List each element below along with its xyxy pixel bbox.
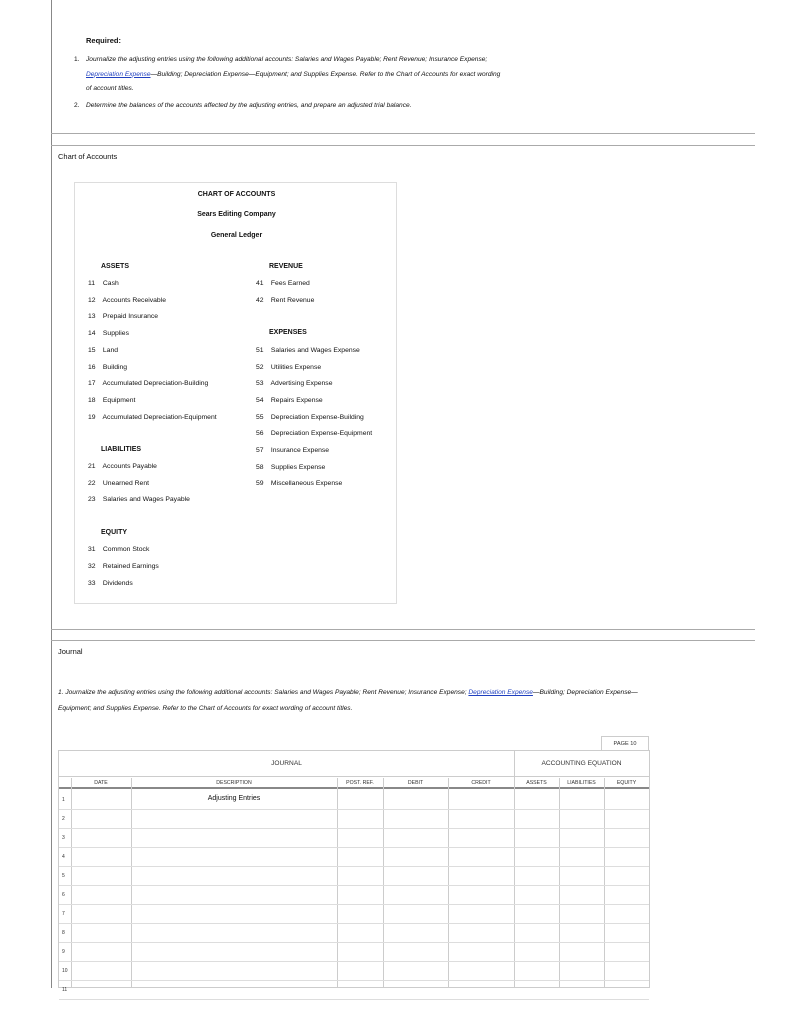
divider [51, 145, 755, 146]
depreciation-expense-link[interactable]: Depreciation Expense [86, 70, 151, 78]
row-number: 10 [62, 968, 68, 974]
account-row: 42 Rent Revenue [256, 297, 315, 304]
row-number: 1 [62, 797, 65, 803]
required-item-2-num: 2. [74, 101, 80, 109]
journal-row[interactable] [59, 867, 649, 886]
account-row: 14 Supplies [88, 330, 129, 337]
journal-instruction-line2: Equipment; and Supplies Expense. Refer to the Chart of Accounts for exact wording of account titles. [58, 705, 353, 712]
account-row: 41 Fees Earned [256, 280, 310, 287]
assets-heading: ASSETS [101, 263, 130, 270]
account-row: 23 Salaries and Wages Payable [88, 496, 190, 503]
required-item-1-line3: of account titles. [86, 85, 134, 92]
liabilities-heading: LIABILITIES [101, 446, 142, 453]
required-item-2-text: Determine the balances of the accounts affected by the adjusting entries, and prepare an adjusted trial balance. [86, 101, 412, 109]
journal-row[interactable] [59, 848, 649, 867]
required-item-1-num: 1. [74, 56, 80, 63]
journal-row[interactable] [59, 962, 649, 981]
account-row: 54 Repairs Expense [256, 397, 323, 404]
required-title: Required: [86, 36, 122, 45]
account-row: 13 Prepaid Insurance [88, 313, 159, 320]
coa-company: Sears Editing Company [197, 211, 276, 218]
journal-row[interactable] [59, 810, 649, 829]
col-liabilities: LIABILITIES [559, 778, 604, 789]
account-row: 58 Supplies Expense [256, 464, 326, 471]
account-row: 56 Depreciation Expense-Equipment [256, 430, 373, 437]
row-number: 5 [62, 873, 65, 879]
row-number: 9 [62, 949, 65, 955]
coa-title: CHART OF ACCOUNTS [197, 191, 276, 198]
account-row: 17 Accumulated Depreciation-Building [88, 380, 209, 387]
account-row: 53 Advertising Expense [256, 380, 333, 387]
col-date: DATE [71, 778, 131, 789]
account-row: 52 Utilities Expense [256, 364, 322, 371]
required-item-1 [74, 53, 766, 97]
equity-heading: EQUITY [101, 529, 128, 536]
required-section [74, 36, 766, 113]
required-item-1-line2 [86, 68, 766, 83]
row-number: 8 [62, 930, 65, 936]
divider [51, 640, 755, 641]
journal-row[interactable] [59, 943, 649, 962]
description-cell[interactable]: Adjusting Entries [207, 795, 261, 802]
journal-row[interactable] [59, 905, 649, 924]
required-item-1-line2-rest: —Building; Depreciation Expense—Equipment; and Supplies Expense. Refer to the Chart of Accounts for exact wording [150, 70, 501, 78]
accounting-equation-title: ACCOUNTING EQUATION [514, 751, 649, 777]
account-row: 16 Building [88, 364, 128, 371]
row-number: 6 [62, 892, 65, 898]
account-row: 22 Unearned Rent [88, 480, 149, 487]
row-number: 11 [62, 987, 68, 993]
col-debit: DEBIT [383, 778, 448, 789]
account-row: 21 Accounts Payable [88, 463, 157, 470]
account-row: 19 Accumulated Depreciation-Equipment [88, 414, 217, 421]
journal-row[interactable] [59, 924, 649, 943]
col-row-number [59, 778, 71, 789]
col-post-ref: POST. REF. [337, 778, 383, 789]
divider [51, 629, 755, 630]
account-row: 11 Cash [88, 280, 119, 287]
account-row: 15 Land [88, 347, 119, 354]
journal-instruction-line1: 1. Journalize the adjusting entries using the following additional accounts: Salaries and Wages Payable; Rent Revenue; Insurance Expense; Depreciation Expense—Building; Depreciation Expense— [58, 689, 638, 696]
row-number: 2 [62, 816, 65, 822]
journal-row[interactable] [59, 791, 649, 810]
required-item-2 [74, 99, 766, 114]
left-border [51, 0, 52, 988]
row-number: 3 [62, 835, 65, 841]
coa-ledger: General Ledger [210, 232, 263, 239]
account-row: 18 Equipment [88, 397, 136, 404]
account-row: 12 Accounts Receivable [88, 297, 166, 304]
chart-of-accounts-box [74, 182, 397, 604]
col-description: DESCRIPTION [131, 778, 337, 789]
depreciation-expense-link[interactable]: Depreciation Expense [468, 689, 533, 696]
account-row: 31 Common Stock [88, 546, 150, 553]
account-row: 55 Depreciation Expense-Building [256, 414, 364, 421]
col-equity: EQUITY [604, 778, 649, 789]
col-assets: ASSETS [514, 778, 559, 789]
expenses-heading: EXPENSES [269, 329, 307, 336]
journal-row[interactable] [59, 829, 649, 848]
page-tab[interactable]: PAGE 10 [601, 736, 649, 751]
account-row: 32 Retained Earnings [88, 563, 159, 570]
revenue-heading: REVENUE [269, 263, 303, 270]
row-number: 7 [62, 911, 65, 917]
journal-section-label: Journal [58, 647, 83, 656]
row-number: 4 [62, 854, 65, 860]
account-row: 59 Miscellaneous Expense [256, 480, 343, 487]
account-row: 33 Dividends [88, 580, 133, 587]
journal-instruction [58, 685, 758, 717]
required-item-1-line1: Journalize the adjusting entries using the following additional accounts: Salaries and Wages Payable; Rent Revenue; Insurance Expense; [86, 56, 488, 63]
divider [51, 133, 755, 134]
journal-row[interactable] [59, 981, 649, 1000]
journal-table [58, 750, 650, 993]
journal-row[interactable] [59, 886, 649, 905]
coa-section-label: Chart of Accounts [58, 152, 118, 161]
journal-title: JOURNAL [59, 751, 514, 777]
col-credit: CREDIT [448, 778, 514, 789]
account-row: 51 Salaries and Wages Expense [256, 347, 360, 354]
account-row: 57 Insurance Expense [256, 447, 330, 454]
